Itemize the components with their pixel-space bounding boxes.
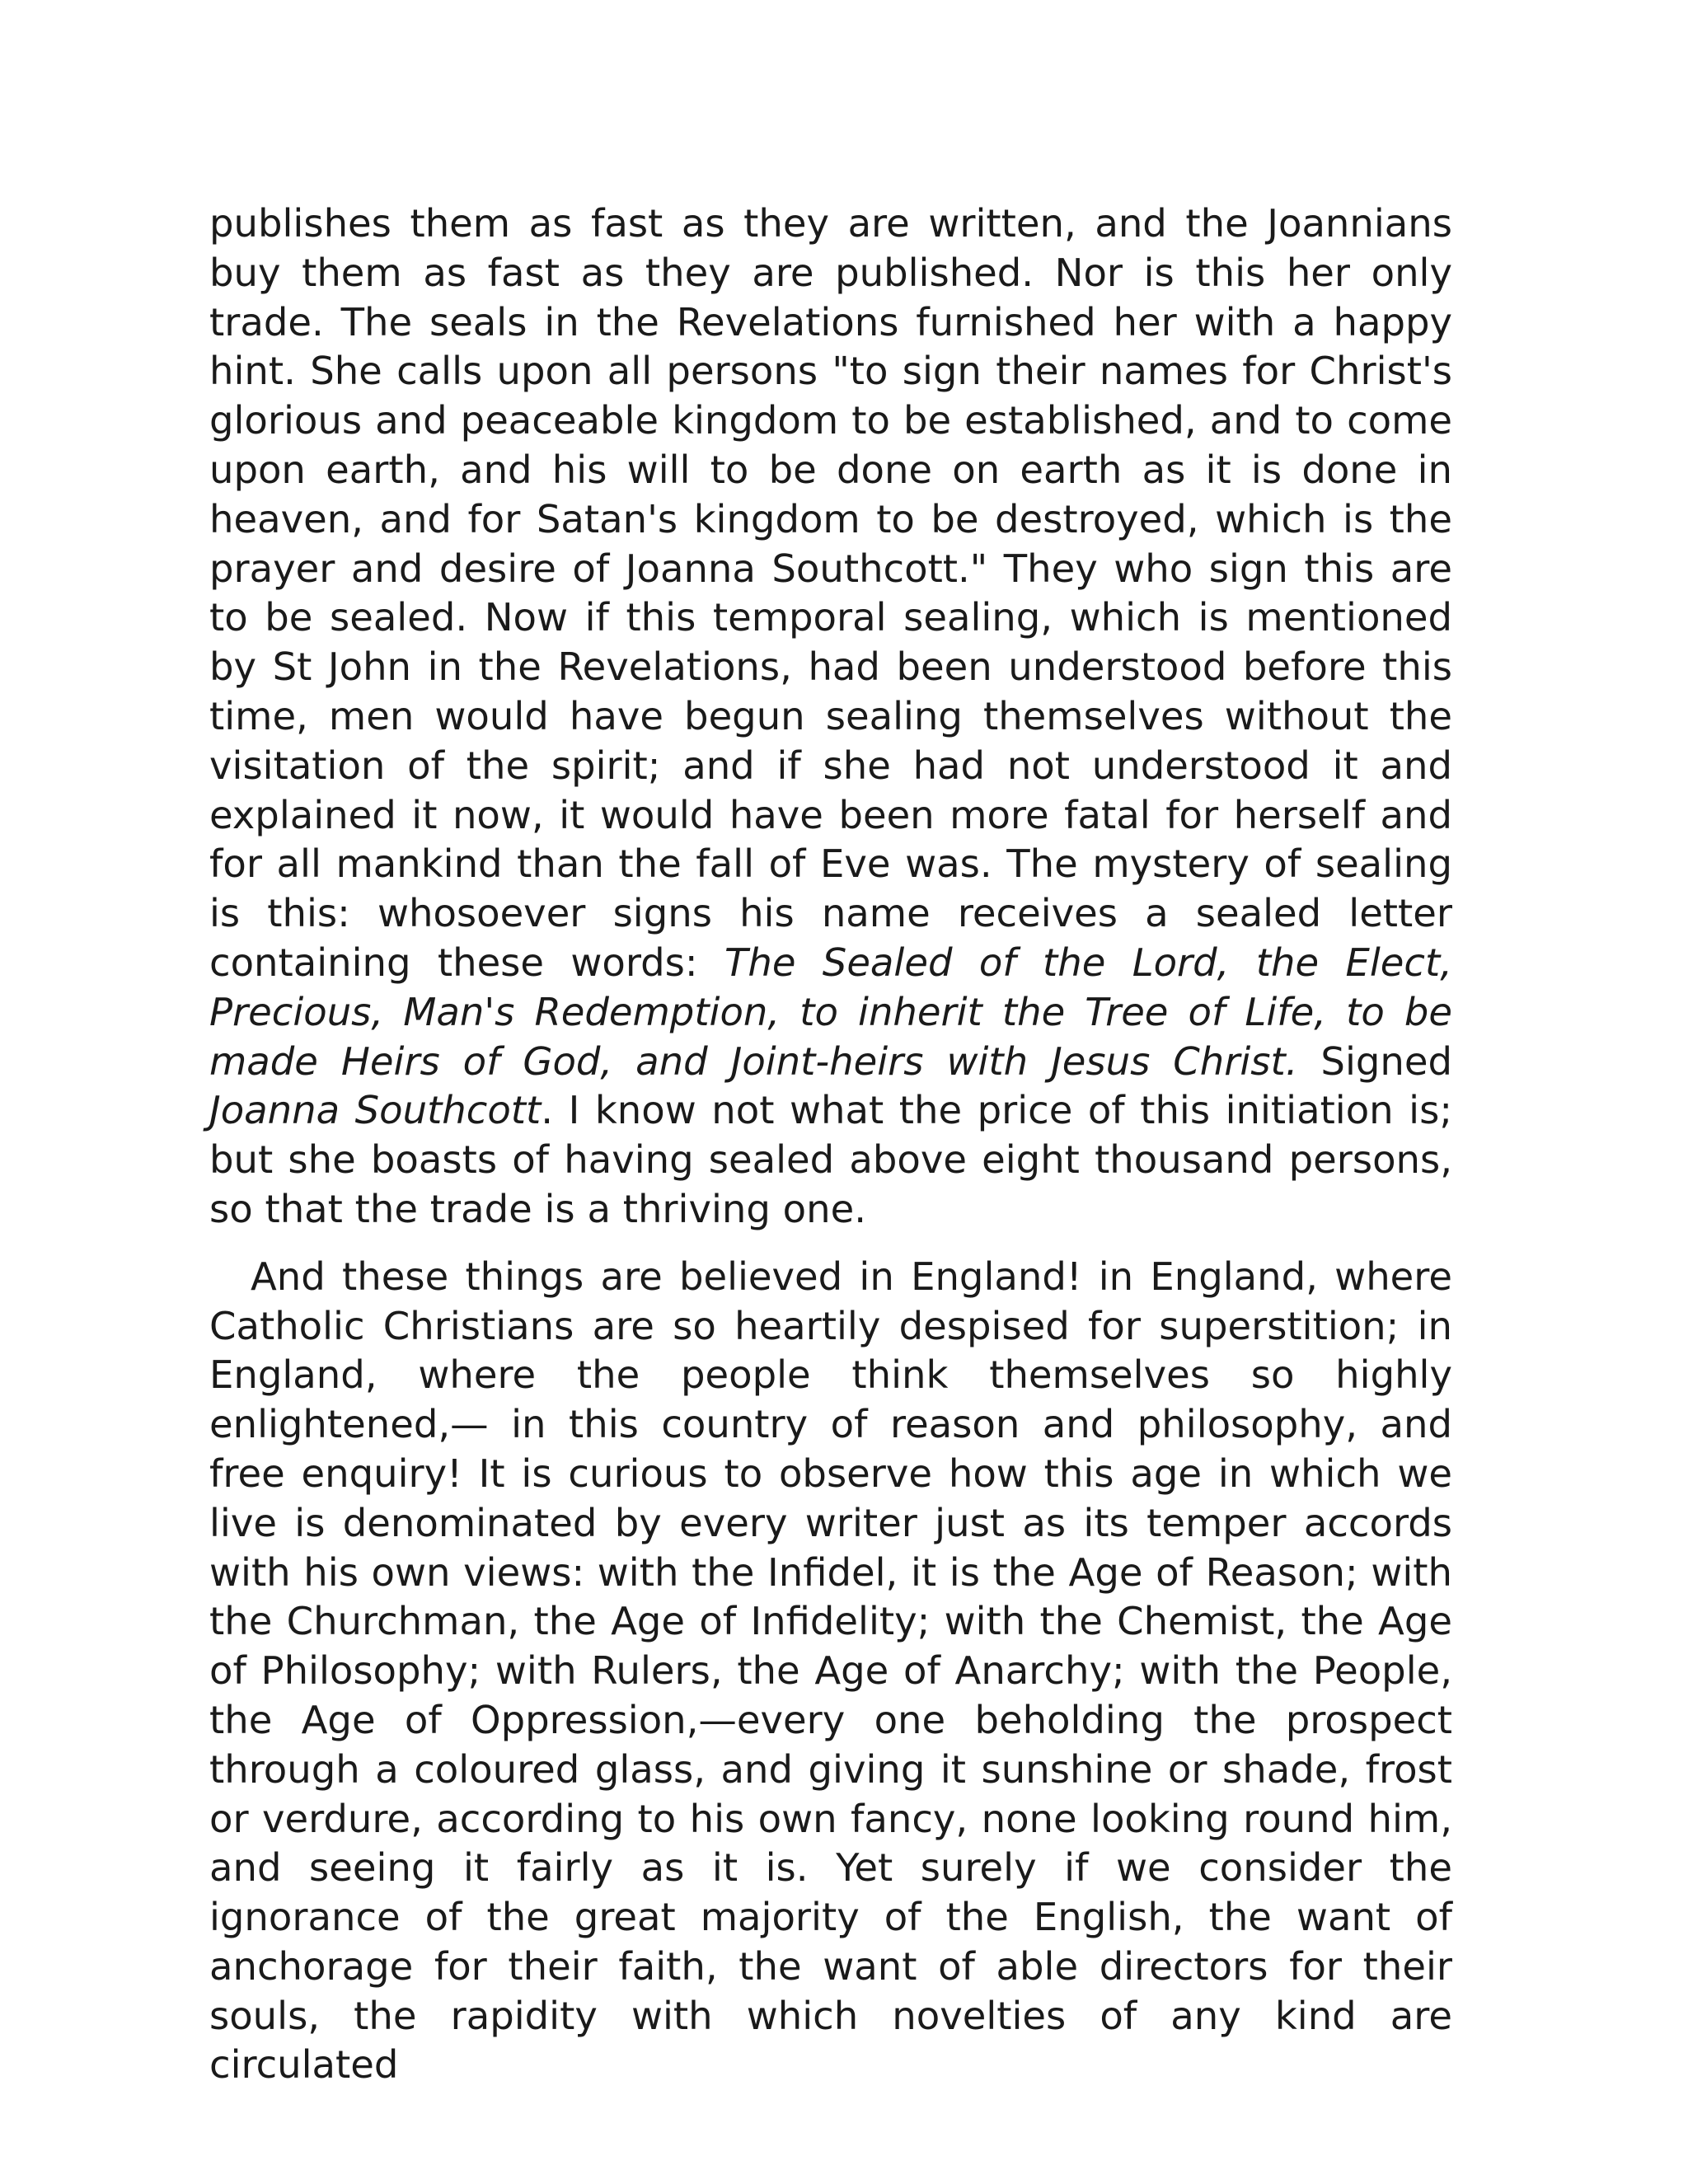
paragraph-england	[209, 1253, 1452, 2091]
document-page	[209, 199, 1452, 2090]
paragraph-sealing-text-2: Signed	[1297, 1038, 1452, 1084]
sealed-letter-quote: The Sealed of the Lord, the Elect, Precious, Man's Redemption, to inherit the Tree of Life, to be made Heirs of God, and Joint-heirs with Jesus Christ.	[209, 940, 1452, 1084]
paragraph-england-text: And these things are believed in England! in England, where Catholic Christians are so heartily despised for superstition; in England, where the people think themselves so highly enlightened,— in this country of reason and philosophy, and free enquiry! It is curious to observe how this age in which we live is denominated by every writer just as its temper accords with his own views: with the Infidel, it is the Age of Reason; with the Churchman, the Age of Infidelity; with the Chemist, the Age of Philosophy; with Rulers, the Age of Anarchy; with the People, the Age of Oppression,—every one beholding the prospect through a coloured glass, and giving it sunshine or shade, frost or verdure, according to his own fancy, none looking round him, and seeing it fairly as it is. Yet surely if we consider the ignorance of the great majority of the English, the want of anchorage for their faith, the want of able directors for their souls, the rapidity with which novelties of any kind are circulated	[209, 1254, 1452, 2088]
paragraph-sealing-text-3: . I know not what the price of this initiation is; but she boasts of having sealed above eight thousand persons, so that the trade is a thriving one.	[209, 1088, 1452, 1231]
paragraph-sealing-text-1: publishes them as fast as they are written, and the Joannians buy them as fast as they are published. Nor is this her only trade. The seals in the Revelations furnished her with a happy hint. She calls upon all persons "to sign their names for Christ's glorious and peaceable kingdom to be established, and to come upon earth, and his will to be done on earth as it is done in heaven, and for Satan's kingdom to be destroyed, which is the prayer and desire of Joanna Southcott." They who sign this are to be sealed. Now if this temporal sealing, which is mentioned by St John in the Revelations, had been understood before this time, men would have begun sealing themselves without the visitation of the spirit; and if she had not understood it and explained it now, it would have been more fatal for herself and for all mankind than the fall of Eve was. The mystery of sealing is this: whosoever signs his name receives a sealed letter containing these words:	[209, 201, 1452, 985]
signature-name: Joanna Southcott	[209, 1088, 542, 1133]
paragraph-sealing	[209, 199, 1452, 1235]
